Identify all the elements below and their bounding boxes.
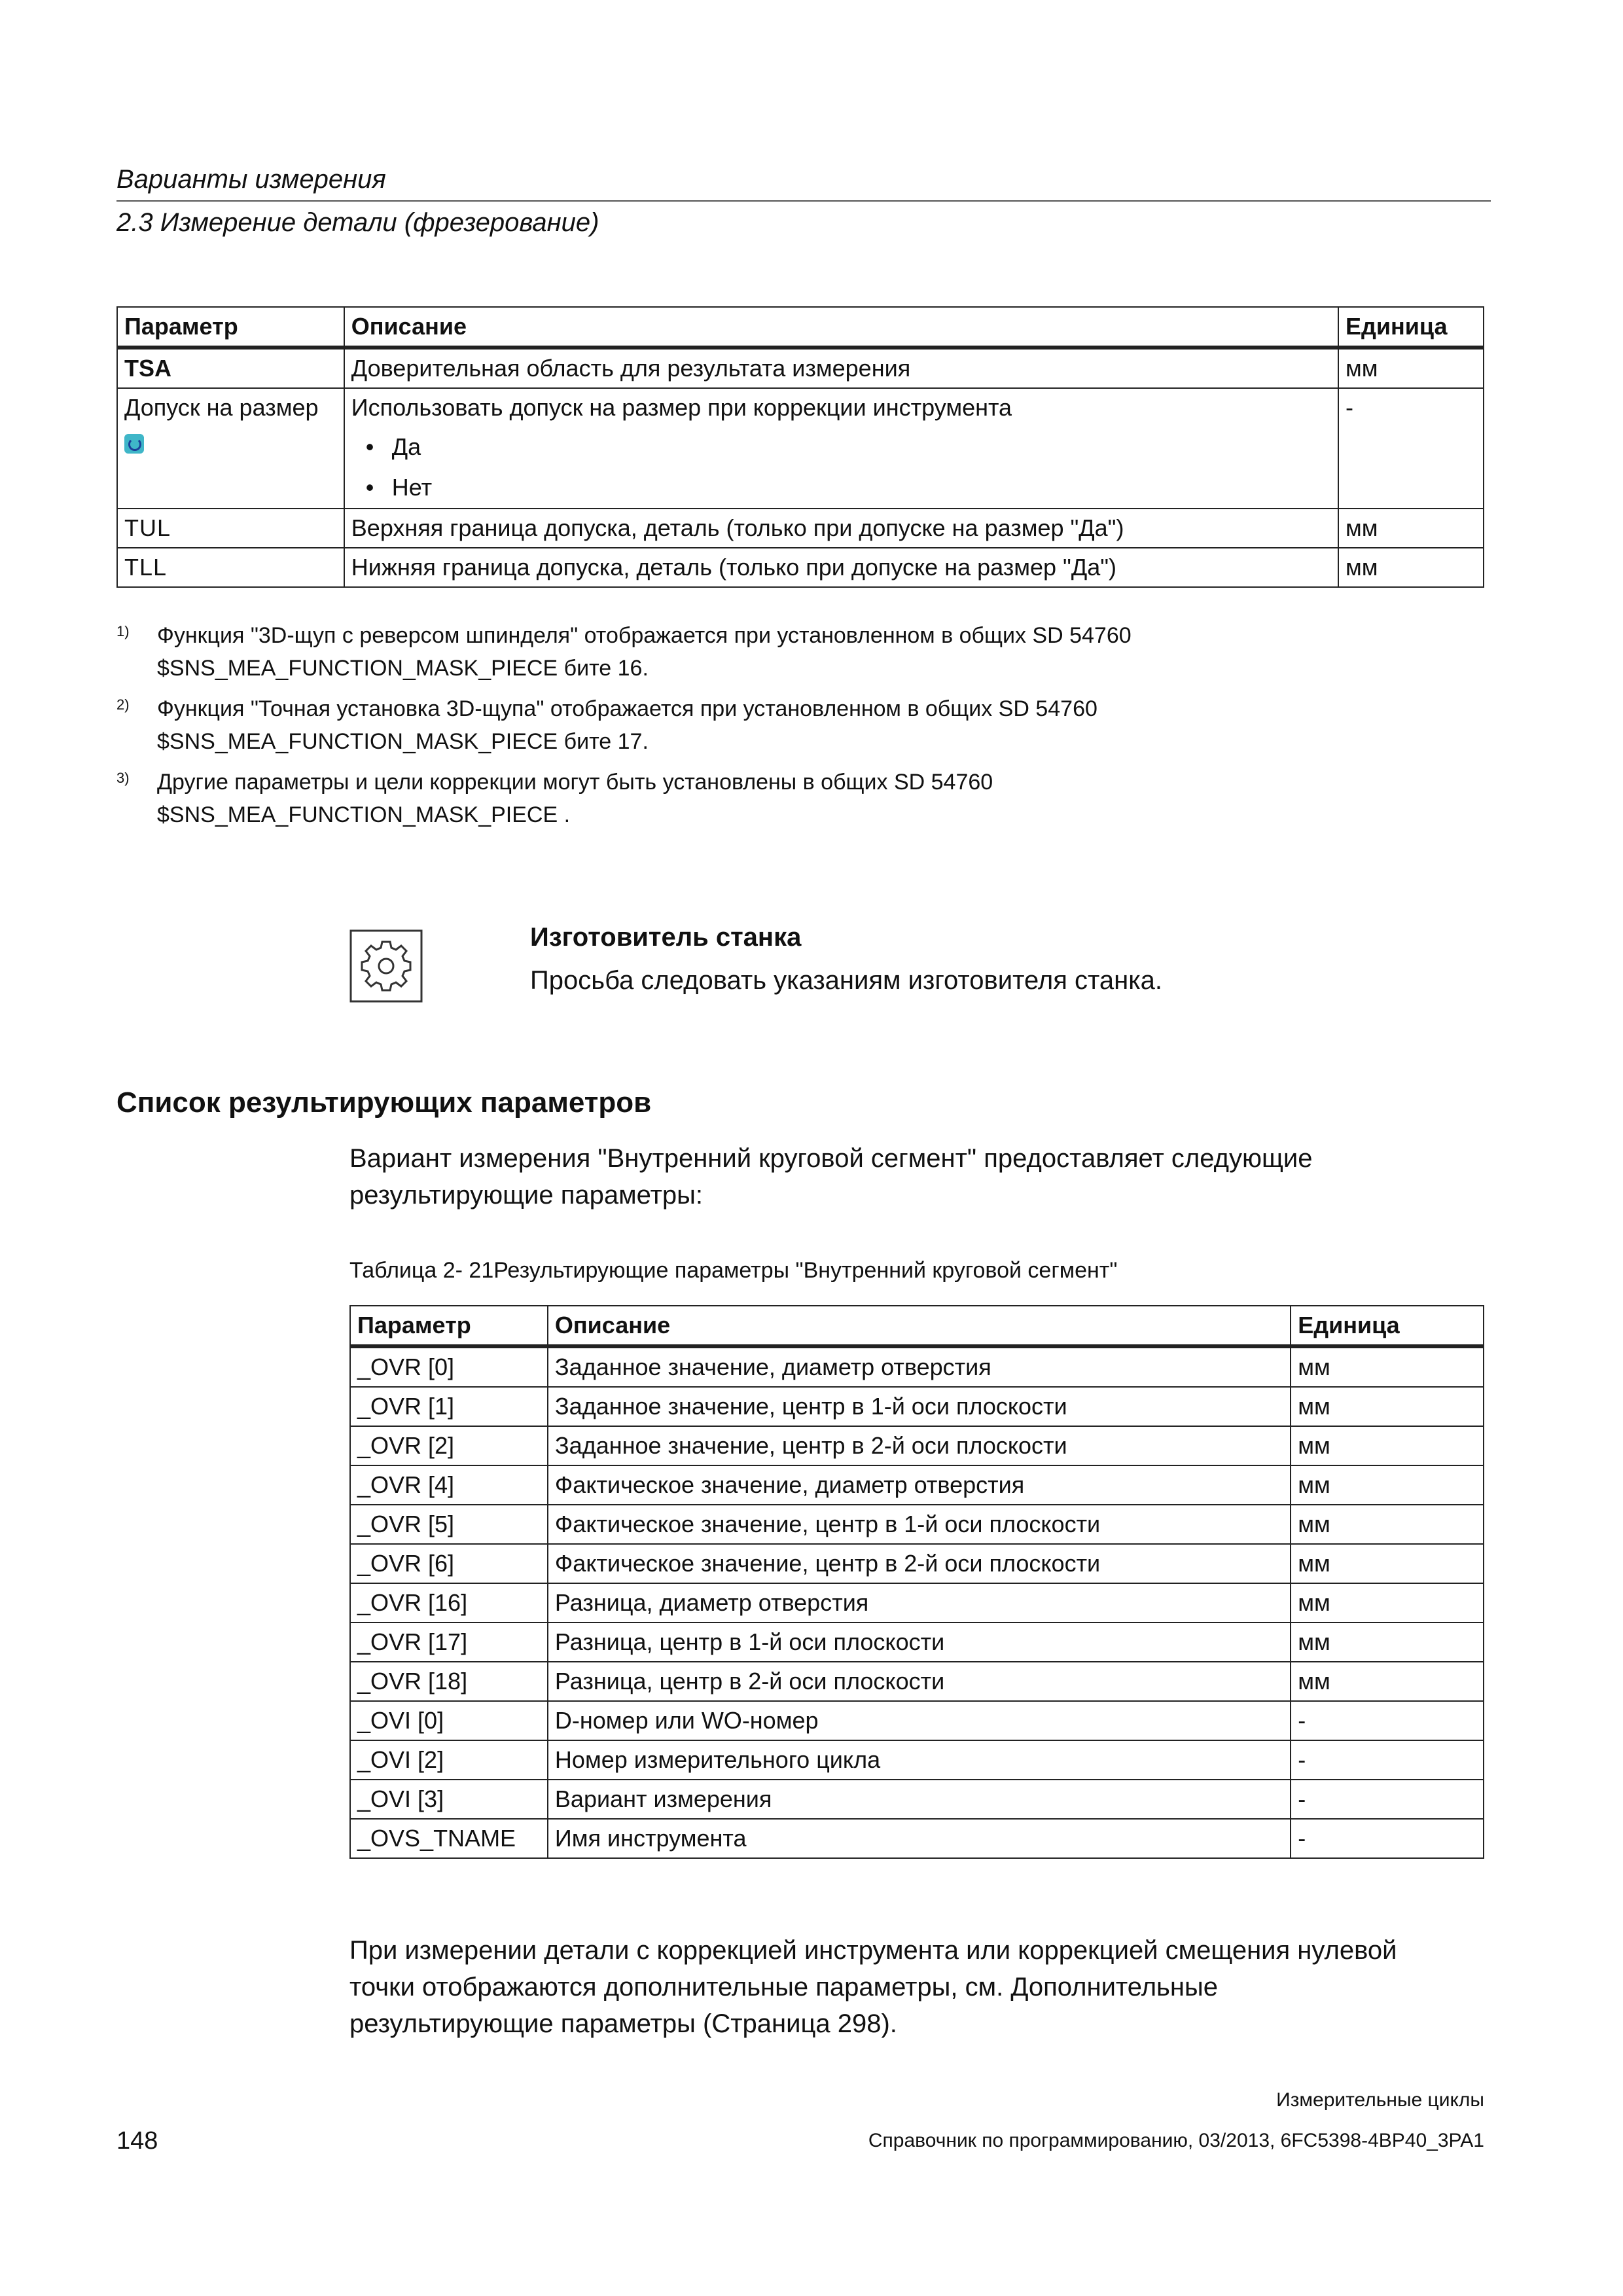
cell-description: Нижняя граница допуска, деталь (только при допуске на размер "Да") [344,548,1338,587]
footnote-text: Функция "Точная установка 3D-щупа" отображается при установленном в общих SD 54760 [157,696,1097,721]
section-title: Список результирующих параметров [116,1086,652,1119]
column-header-unit: Единица [1338,307,1484,348]
cell-description: Фактическое значение, центр в 1-й оси плоскости [548,1505,1291,1544]
notice-text: Просьба следовать указаниям изготовителя станка. [530,966,1162,995]
cell-param: _OVR [16] [350,1583,548,1623]
cell-description: Заданное значение, центр в 2-й оси плоскости [548,1426,1291,1465]
cell-description: Фактическое значение, диаметр отверстия [548,1465,1291,1505]
table-row [350,1740,1484,1780]
cell-description: Фактическое значение, центр в 2-й оси плоскости [548,1544,1291,1583]
option-item: • Да [351,427,1331,467]
cell-param: _OVR [6] [350,1544,548,1583]
cell-unit: - [1291,1819,1484,1858]
column-header-description: Описание [548,1306,1291,1346]
cell-param: _OVR [5] [350,1505,548,1544]
option-item: • Нет [351,467,1331,508]
cell-unit: мм [1291,1623,1484,1662]
cell-description: Доверительная область для результата измерения [344,348,1338,388]
cell-param: Допуск на размер [124,394,319,421]
cell-description: Вариант измерения [548,1780,1291,1819]
footnote-text: Другие параметры и цели коррекции могут быть установлены в общих SD 54760 [157,770,993,795]
cell-param: _OVI [2] [350,1740,548,1780]
footer-doc-ref: Справочник по программированию, 03/2013, 6FC5398-4BP40_3PA1 [868,2130,1484,2151]
cell-unit: мм [1338,348,1484,388]
closing-line: При измерении детали с коррекцией инструмента или коррекцией смещения нулевой [349,1936,1397,1965]
table-row [117,388,1484,509]
footnote [116,766,1425,831]
cell-unit: мм [1291,1426,1484,1465]
header-section: 2.3 Измерение детали (фрезерование) [116,208,599,237]
cell-param: _OVR [18] [350,1662,548,1701]
cell-unit: - [1291,1701,1484,1740]
footnote-number: 3) [116,770,130,786]
table-row [350,1465,1484,1505]
footnote-number: 1) [116,623,130,639]
table-row [117,548,1484,587]
column-header-param: Параметр [117,307,344,348]
table-row [350,1623,1484,1662]
cell-unit: мм [1291,1662,1484,1701]
cell-param: _OVR [0] [350,1346,548,1387]
table-row [117,348,1484,388]
closing-paragraph [349,1932,1488,2042]
cell-param: TSA [117,348,344,388]
cell-param: TUL [117,509,344,548]
cell-param: _OVR [17] [350,1623,548,1662]
footer-doc-title: Измерительные циклы [1276,2089,1484,2111]
cell-param: _OVI [0] [350,1701,548,1740]
cell-param: TLL [117,548,344,587]
cell-unit: - [1291,1780,1484,1819]
cell-param: _OVR [4] [350,1465,548,1505]
cell-unit: мм [1291,1465,1484,1505]
header-rule [116,200,1491,202]
cell-param: _OVR [1] [350,1387,548,1426]
table-row [350,1819,1484,1858]
cell-unit: мм [1291,1544,1484,1583]
footnote-text: Функция "3D-щуп с реверсом шпинделя" отображается при установленном в общих SD 54760 [157,623,1132,648]
cell-param: _OVI [3] [350,1780,548,1819]
cell-unit: мм [1291,1505,1484,1544]
table-row [350,1346,1484,1387]
notice-title: Изготовитель станка [530,923,802,952]
parameter-table-1 [116,306,1484,588]
cell-unit: - [1338,388,1484,509]
header-chapter: Варианты измерения [116,165,386,194]
footnote [116,619,1425,685]
cell-unit: мм [1338,509,1484,548]
result-parameter-table [349,1305,1484,1859]
cell-description: Номер измерительного цикла [548,1740,1291,1780]
cell-param: _OVS_TNAME [350,1819,548,1858]
cell-description: Верхняя граница допуска, деталь (только при допуске на размер "Да") [344,509,1338,548]
table-row [117,509,1484,548]
closing-line: точки отображаются дополнительные параметры, см. Дополнительные [349,1973,1218,2001]
cell-description: Заданное значение, центр в 1-й оси плоскости [548,1387,1291,1426]
cell-description: Заданное значение, диаметр отверстия [548,1346,1291,1387]
table-row [350,1426,1484,1465]
footnote-number: 2) [116,696,130,713]
cell-description: Разница, центр в 2-й оси плоскости [548,1662,1291,1701]
intro-line: результирующие параметры: [349,1181,703,1210]
cell-description: Разница, диаметр отверстия [548,1583,1291,1623]
toggle-icon [124,434,144,454]
cell-unit: мм [1338,548,1484,587]
footnote-text: $SNS_MEA_FUNCTION_MASK_PIECE бите 17. [157,729,649,754]
table-row [350,1701,1484,1740]
cell-unit: - [1291,1740,1484,1780]
table-row [350,1544,1484,1583]
cell-param-with-icon [117,388,344,509]
table-header-row [117,307,1484,348]
table-row [350,1780,1484,1819]
cell-description: Имя инструмента [548,1819,1291,1858]
table-row [350,1662,1484,1701]
cell-description: Использовать допуск на размер при коррекции инструмента [351,394,1012,421]
cell-unit: мм [1291,1583,1484,1623]
closing-line: результирующие параметры (Страница 298). [349,2009,897,2038]
table-row [350,1505,1484,1544]
cell-unit: мм [1291,1346,1484,1387]
gear-icon [349,929,423,1003]
footnote-text: $SNS_MEA_FUNCTION_MASK_PIECE бите 16. [157,656,649,681]
cell-unit: мм [1291,1387,1484,1426]
column-header-description: Описание [344,307,1338,348]
section-intro [349,1140,1488,1213]
page-number: 148 [116,2127,158,2155]
option-list [351,427,1331,508]
column-header-unit: Единица [1291,1306,1484,1346]
cell-description: Разница, центр в 1-й оси плоскости [548,1623,1291,1662]
table-header-row [350,1306,1484,1346]
table-caption: Таблица 2- 21Результирующие параметры "Внутренний круговой сегмент" [349,1258,1118,1283]
footnote-text: $SNS_MEA_FUNCTION_MASK_PIECE . [157,802,571,827]
intro-line: Вариант измерения "Внутренний круговой сегмент" предоставляет следующие [349,1144,1313,1173]
cell-description-with-options [344,388,1338,509]
cell-description: D-номер или WO-номер [548,1701,1291,1740]
table-row [350,1387,1484,1426]
table-row [350,1583,1484,1623]
column-header-param: Параметр [350,1306,548,1346]
cell-param: _OVR [2] [350,1426,548,1465]
footnote [116,692,1425,758]
